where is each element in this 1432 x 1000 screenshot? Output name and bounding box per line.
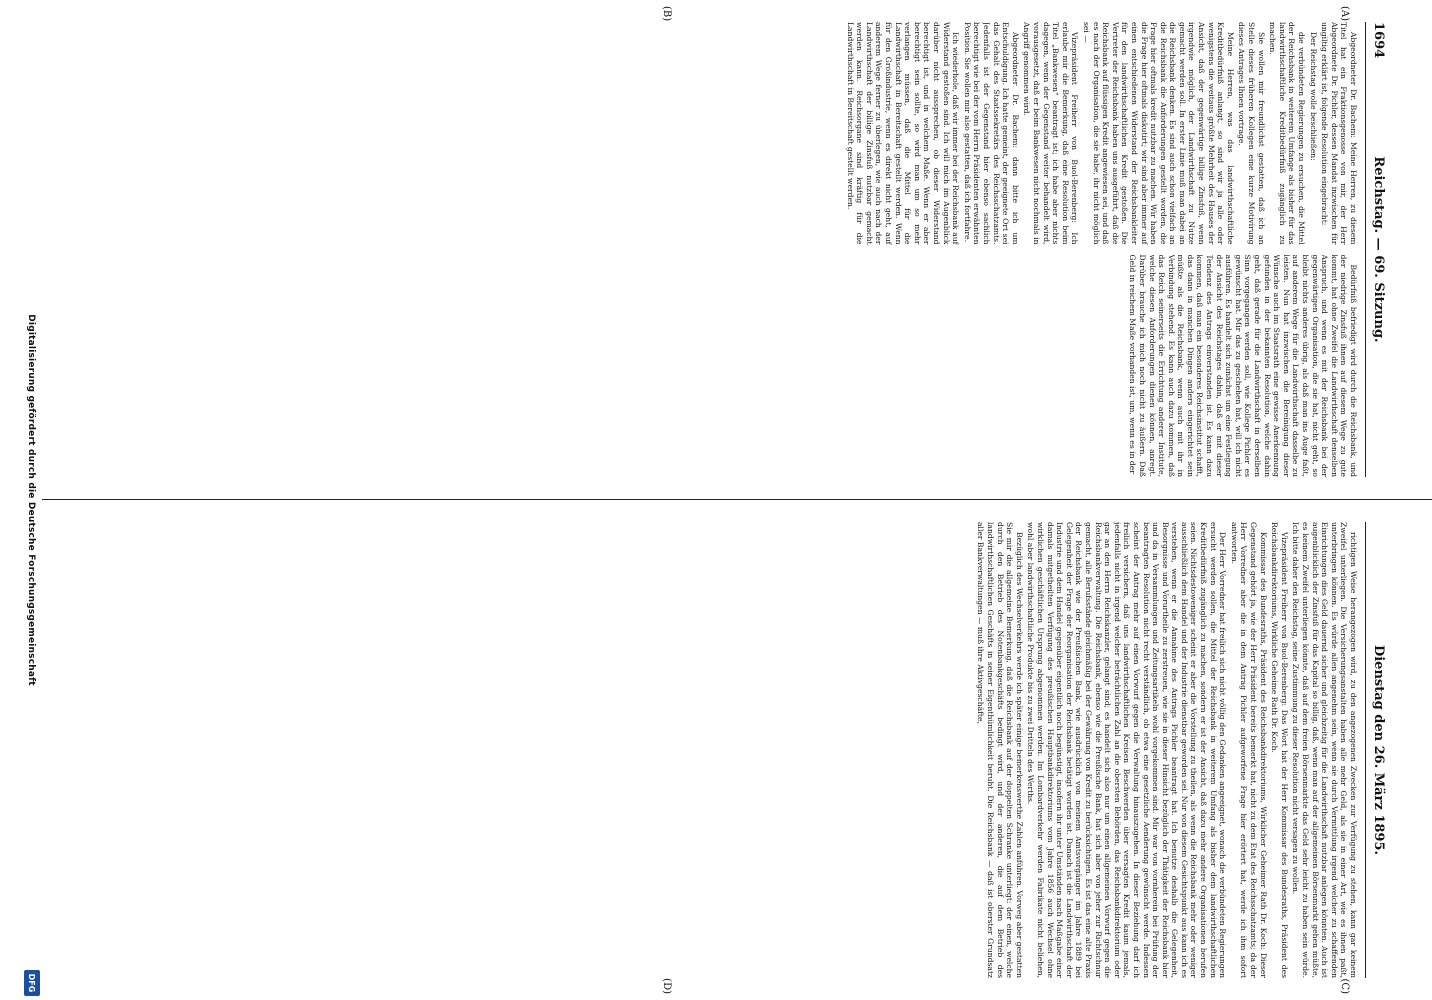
paragraph: Meine Herren, was das landwirthschaftliche Kreditbedürfniß anlangt, so sind wir ja alle oder wenigstens die weitaus größte Mehrheit des Hauses der Ansicht, daß der gegenwärtige billige Zinsfuß, wenn irgendwie möglich, der Landwirthschaft zu Nutze gemacht werden soll. In erster Linie muß man dabei an die Reichsbank denken. Es sind auch schon vielfach an die Reichsbank die Anforderungen gestellt worden, die Frage hier oftmals kredit nutzbar zu machen. Wir haben die Frage hier oftmals diskutirt; wir sind aber immer auf einen entschiedenen Widerstand der Reichsbankleiter für den landwirthschaftlichen Kredit gestoßen. Die Vertreter der Reichsbank haben uns ausgeführt, daß die Reichsbank auf flüssigen Kredit angewiesen sei, und daß es nach der Organisation, die sie habe, ihr nicht möglich sei — (1081, 22, 1235, 245)
paragraph: Abgeordneter Dr. Bachem: dann bitte ich um Entschuldigung. Ich hatte gemeint, der geeignete Ort sei das Gehalt des Staatssekretärs des Reichsschatzamts. Jedenfalls ist der Gegenstand hier ebenso sachlich berechtigt wie bei der vom Herrn Präsidenten erwähnten Position. Sie wollen mir also gestatten, daß ich fortfahre. (962, 22, 1020, 245)
text-column-1 (62, 22, 1358, 245)
paragraph: Der Reichstag wolle beschließen: (1308, 32, 1318, 161)
paragraph: Bezüglich des Wechselverkehrs werde ich später einige bemerkenswerthe Zahlen anführen. Vorweg aber gestatten Sie mir die allgemeine Bemerkung, daß die Reichsbank auf der doppelten Schranke unterliegt: der einen, welche durch den Betrieb des Notenbankgeschäfts bedingt wird, und der anderen, die auf dem Betrieb des landwirthschaftlichen Geschäfts in seiner Eigenthümlichkeit beruht. Die Reichsbank — daß ist oberster Grundsatz aller Bankverwaltungen — muß ihre Aktivgeschäfte, (976, 522, 1024, 978)
paragraph: Der Herr Vorredner hat freilich sich nicht völlig den Gedanken angeeignet, wonach die verbündeten Regierungen ersucht werden sollen, die Mittel der Reichsbank in weiterem Umfang als bisher dem landwirthschaftlichen Kreditbedürfniß zugänglich zu machen, sondern er ist der Ansicht, daß dazu mehr andere Organisationen berufen seien. Nichtsdestoweniger scheint er aber die Vorstellung zu theilen, als wenn die Reichsbank mehr oder weniger ausschließlich dem Handel und der Industrie dienstbar geworden sei. Nur von diesem Gesichtspunkt aus kann ich es verstehen, wenn er die Annahme des Antrags Pichler beantragt hat. Ich benutze deshalb die Gelegenheit, Besorgnisse und Vorurtheile zu zerstreuen, wie sie in dieser Hinsicht bezüglich der Thätigkeit der Reichsbank hier und da in Versammlungen und Zeitungsartikeln wohl vorgekommen sind. Mir war von vornherein bei Prüfung der beantragten Resolution nicht recht verständlich, ob etwa eine gesetzliche Aenderung gewünscht werde. Indessen scheint der Antrag mehr auf einen Vorwurf gegen die Verwaltung hinauszugehen. In dieser Beziehung darf ich freilich versichern, daß uns landwirthschaftlichen Kreisen Beschwerden über versagten Kredit kaum jemals, jedenfalls nicht in irgend welcher beträchtlichen Zahl an die obersten Behörden, das Reichsbankdirektorium oder gar an den Herrn Reichskanzler, gelangt sind; es handelt sich also nur um einen allgemeinen Vorwurf gegen die Reichsbankverwaltung. Die Reichsbank, ebenso wie die Preußische Bank, hat sich aber von jeher zur Richtschnur gemacht, alle Berufsstände gleichmäßig bei der Gewährung von Kredit zu berücksichtigen. Es ist das eine alte Praxis der Reichsbank wie der Preußischen Bank, wie ausdrücklich von meinem Amtsvorgänger im Jahre 1889 bei Gelegenheit der Frage der Reorganisation der Reichsbank betätigt worden ist. Danach ist die Landwirthschaft der Industrie und dem Handel gegenüber eigentlich noch begünstigt, insofern ihr unter Umständen nach Maßgabe einer damals mitgetheilten Verfügung des preußischen Hauptbankdirektoriums vom Jahre 1856 auch Wechsel ohne wirklichen geschäftlichen Ursprung abgenommen werden. Im Lombardverkehr werden Fabrikate nicht beliehen, wohl aber landwirthschaftliche Produkte bis zu zwei Dritteln des Werths. (1026, 522, 1228, 978)
paragraph: Ich wiederhole, daß wir immer bei der Reichsbank auf Widerstand gestoßen sind. Ich will mich im Augenblick darüber nicht aussprechen, ob dieser Widerstand berechtigt ist, und in welchem Maße. Wenn er aber berechtigt sein sollte, so wird man um so mehr verlangen müssen, daß die Mittel für die Landwirthschaft in Bereitschaft gestellt werden. Wenn für den Großindustrie, wenn es direkt nicht geht, auf anderem Wege ferner zu überlegen, wie auch nach der Landwirthschaft der billige Zinsfuß nutzbar gemacht werden kann. Reichsorgane sind kräftig für die Landwirthschaft in Bereitschaft gestellt werden. (845, 22, 961, 245)
digitization-credit: Digitalisierung gefördert durch die Deutsche Forschungsgemeinschaft (26, 314, 36, 686)
margin-marker-c: (C) (1339, 978, 1350, 994)
paragraph: Bedürfniß befriedigt wird durch die Reichsbank, und der niedrige Zinsfuß ihnen auf diesem Wege zu gute kommt, hat ohne Zweifel die Landwirthschaft denselben Anspruch, und wenn es mit der Reichsbank bei der gegenwärtigen Organisation, die sie hat, nicht geht, so bleibt nichts anderes übrig, als daß man ins Auge faßt, auf anderem Wege für die Landwirthschaft dasselbe zu leisten. Nun hat inzwischen die Bereinigung dieser Wünsche auch im Staatsrath eine gewisse Anerkennung gefunden in der bekannten Resolution, welche dahin geht, daß gerade für die Landwirthschaft in derselben Sinn vorgegangen werden soll, wie Kollege Pichler es gewünscht hat. Mir das zu geschehen hat, will ich nicht ausführen. Es handelt sich zunächst um eine Festlegung der Ansicht des Reichstages dahin, daß er mit dieser Tendenz des Antrags einverstanden ist. Es kann dazu kommen, daß man ein besonderes Reichsinstitut schafft, das dann in manchen Dingen anders eingerichtet sein müßte als die Reichsbank, wenn auch mit ihr in Verbindung stehend. Es kann auch dazu kommen, daß das Reich seinerseits die Errichtung anderer Institute, welche diesen Anforderungen dienen können, anregt. Darüber brauche ich mich noch nicht zu äußern. Daß Geld in reichem Maße vorhanden ist, um, wenn es in der (1128, 254, 1358, 477)
paragraph: richtigen Weise herangezogen wird, zu den angezogenen Zwecken zur Verfügung zu stehen, kann gar keinem Zweifel unterliegen. Die Versicherungsanstalten haben alle mehr Geld, als sie in einer Art, wie es ihnen paßt, unterbringen können. Es würde allen angenehm sein, wenn sie durch Vermittlung irgend welcher zu schaffenden Einrichtungen dies Geld dauernd sicher und gleichzeitig für die Landwirthschaft nutzbar anlegen könnten. Auch ist augenblicklich der Zinsfuß für das Kapital so billig, daß, wenn man auf der allgemeinen Börsenmarkt gehen müßte, es keinem Zweifel unterliegen könnte, daß auf dem freien Börsenmarkte das Geld sehr leicht zu haben sein würde. Ich bitte daher den Reichstag, seine Zustimmung zu dieser Resolution nicht versagen zu wollen. (1291, 522, 1358, 978)
margin-marker-a: (A) (1339, 6, 1350, 22)
left-page-half (42, 0, 1432, 500)
dfg-logo-icon: DFG (24, 970, 40, 996)
page-header-left (1365, 22, 1388, 477)
right-page-half (42, 500, 1432, 1000)
margin-marker-b: (B) (661, 6, 672, 22)
paragraph: Sie wollen mir freundlichst gestatten, daß ich an Stelle dieses früheren Kollegen eine kurze Motivirung dieses Antrages Ihnen vortrage. (1237, 22, 1266, 245)
paragraph: Vizepräsident Freiherr von Buol-Berenberg: Das Wort hat der Herr Kommissar des Bundesraths, Präsident des Reichsbankdirektoriums, Wirkliche Geheime Rath Dr. Koch. (1270, 522, 1289, 978)
paragraph: Vizepräsident Freiherr von Buol-Berenberg: Ich erlaube mir die Bemerkung, daß eine Resolution beim Titel „Bankwesen“ beantragt ist; ich habe aber nichts dagegen, wenn der Gegenstand weiter behandelt wird, vorausgesetzt, daß er beim Bankwesen nicht nochmals in Angriff genommen wird. (1022, 22, 1080, 245)
session-date: Dienstag den 26. März 1895. (1371, 644, 1386, 856)
text-column-3 (62, 522, 1358, 978)
paragraph: Kommissar des Bundesraths, Präsident des Reichsbankdirektoriums, Wirklicher Geheimer Rath Dr. Koch: Dieser Gegenstand gehört ja, wie der Herr Präsident bereits bemerkt hat, nicht zu dem Etat des Reichsschatzamts; da der Herr Vorredner aber die in dem Antrag Pichler aufgeworfene Frage hier erörtert hat, werde ich ihm sofort antworten. (1229, 522, 1268, 978)
paragraph: Abgeordneter Dr. Bachem: Meine Herren, zu diesem Titel hat ein Fraktionsgenosse von mir, der Herr Abgeordnete Dr. Pichler, dessen Mandat inzwischen für ungiltig erklärt ist, folgende Resolution eingebracht: (1320, 22, 1358, 245)
margin-marker-d: (D) (661, 978, 672, 994)
page-number: 1694 (1371, 22, 1386, 59)
columns-right (62, 522, 1358, 978)
page-header-right (1365, 522, 1388, 978)
session-title: Reichstag. — 69. Sitzung. (1371, 156, 1386, 343)
paragraph: die verbündeten Regierungen zu ersuchen, die Mittel der Reichsbank in weiterem Umfange als bisher für das landwirthschaftliche Kreditbedürfniß zugänglich zu machen. (1268, 22, 1307, 245)
text-column-2 (62, 255, 1358, 478)
columns-left (62, 22, 1358, 477)
